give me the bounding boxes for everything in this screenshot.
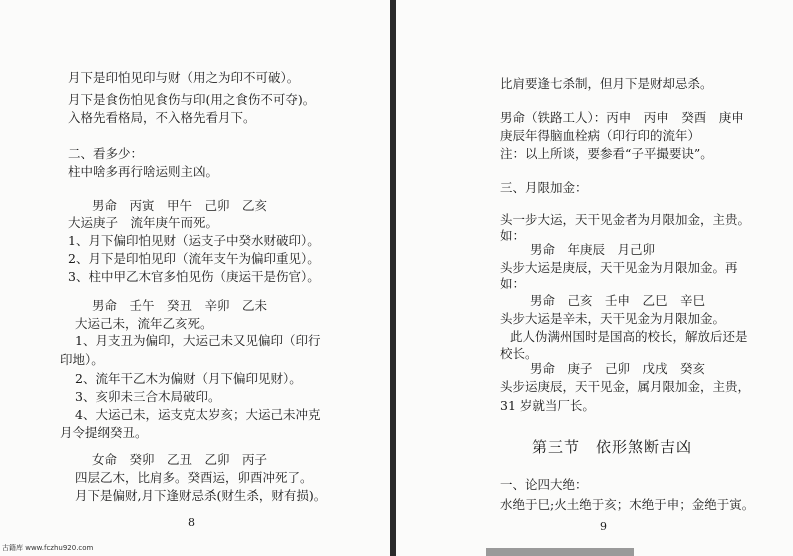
- text-line: 31 岁就当厂长。: [500, 398, 595, 413]
- text-line: 月下是印怕见印与财（用之为印不可破）。: [68, 70, 300, 85]
- text-line: 庚辰年得脑血栓病（印行印的流年）: [500, 128, 701, 143]
- left-page: [0, 0, 390, 556]
- text-line: 校长。: [500, 346, 538, 361]
- text-line: 大运己未，流年乙亥死。: [75, 316, 213, 331]
- chart-line: 男命 年庚辰 月己卯: [530, 242, 656, 257]
- text-line: 此人伪满州国时是国高的校长，解放后还是: [510, 329, 748, 344]
- page-number: 8: [188, 516, 195, 529]
- text-line: 头步大运是庚辰，天干见金为月限加金。再: [500, 260, 738, 275]
- text-line: 如：: [500, 228, 526, 243]
- chart-line: 男命 庚子 己卯 戊戌 癸亥: [530, 361, 706, 376]
- section-heading: 三、月限加金：: [500, 180, 588, 195]
- text-line: 注：以上所谈，要参看“子平撮要诀”。: [500, 146, 713, 161]
- watermark: 古籍库 www.fczhu920.com: [2, 544, 94, 552]
- text-line: 1、月下偏印怕见财（运支子中癸水财破印）。: [68, 233, 320, 248]
- chart-line: 男命 丙寅 甲午 己卯 乙亥: [92, 198, 268, 213]
- text-line: 四层乙木，比肩多。癸酉运，卯酉冲死了。: [75, 470, 313, 485]
- text-line: 柱中啥多再行啥运则主凶。: [68, 164, 219, 179]
- text-line: 印地）。: [60, 352, 104, 367]
- chart-line: 女命 癸卯 乙丑 乙卯 丙子: [92, 452, 268, 467]
- text-line: 月下是偏财,月下逢财忌杀(财生杀，财有损)。: [75, 488, 327, 503]
- text-line: 3、柱中甲乙木官多怕见伤（庚运干是伤官）。: [68, 269, 320, 284]
- page-number: 9: [600, 520, 607, 533]
- text-line: 3、亥卯未三合木局破印。: [75, 389, 221, 404]
- chart-line: 男命 己亥 壬申 乙巳 辛巳: [530, 293, 706, 308]
- text-line: 2、流年干乙木为偏财（月下偏印见财）。: [75, 371, 302, 386]
- text-line: 大运庚子 流年庚午而死。: [68, 215, 219, 230]
- text-line: 男命（铁路工人）：丙申 丙申 癸酉 庚申: [500, 110, 744, 125]
- section-title: 第三节 依形煞断吉凶: [532, 438, 693, 456]
- text-line: 2、月下是印怕见印（流年支午为偏印重见）。: [68, 251, 320, 266]
- text-line: 头步运庚辰，天干见金，属月限加金，主贵，: [500, 379, 751, 394]
- text-line: 入格先看格局，不入格先看月下。: [68, 110, 256, 125]
- text-line: 水绝于巳;火土绝于亥；木绝于申；金绝于寅。: [500, 497, 755, 512]
- scan-smudge: [486, 548, 634, 556]
- right-page: [396, 0, 793, 556]
- text-line: 比肩要逢七杀制，但月下是财却忌杀。: [500, 76, 713, 91]
- text-line: 头步大运是辛未，天干见金为月限加金。: [500, 311, 726, 326]
- text-line: 1、月支丑为偏印，大运己未又见偏印（印行: [75, 333, 321, 348]
- text-line: 如：: [500, 276, 526, 291]
- text-line: 4、大运己未，运支克太岁亥；大运己未冲克: [75, 407, 321, 422]
- section-heading: 二、看多少：: [68, 146, 144, 161]
- text-line: 一、论四大绝：: [500, 477, 588, 492]
- text-line: 头一步大运，天干见金者为月限加金，主贵。: [500, 212, 751, 227]
- text-line: 月令提纲癸丑。: [60, 425, 148, 440]
- chart-line: 男命 壬午 癸丑 辛卯 乙未: [92, 298, 268, 313]
- text-line: 月下是食伤怕见食伤与印(用之食伤不可夺)。: [68, 92, 316, 107]
